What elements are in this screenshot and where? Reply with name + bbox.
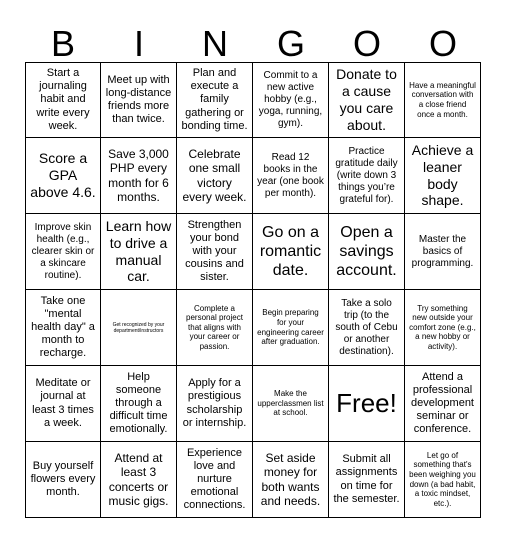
bingo-header [25,24,481,64]
bingo-cell: Help someone through a difficult time emotionally. [101,366,177,442]
header-letter-i: I [133,23,144,64]
bingo-cell: Get recognized by your department/instructors [101,290,177,366]
bingo-cell: Experience love and nurture emotional connections. [177,442,253,518]
bingo-cell: Make the upperclassmen list at school. [253,366,329,442]
bingo-cell: Strengthen your bond with your cousins and sister. [177,214,253,290]
bingo-cell: Buy yourself flowers every month. [25,442,101,518]
bingo-cell: Attend a professional development seminar or conference. [405,366,481,442]
bingo-cell: Apply for a prestigious scholarship or internship. [177,366,253,442]
header-letter-b: B [50,23,75,64]
bingo-cell: Celebrate one small victory every week. [177,138,253,214]
bingo-cell: Plan and execute a family gathering or bonding time. [177,62,253,138]
header-letter-n: N [202,23,228,64]
bingo-cell: Have a meaningful conversation with a close friend once a month. [405,62,481,138]
bingo-cell: Start a journaling habit and write every week. [25,62,101,138]
bingo-cell: Begin preparing for your engineering career after graduation. [253,290,329,366]
bingo-cell: Take one "mental health day" a month to recharge. [25,290,101,366]
header-letter-g: G [276,23,305,64]
bingo-cell: Score a GPA above 4.6. [25,138,101,214]
bingo-cell: Set aside money for both wants and needs. [253,442,329,518]
header-letter-o-second: O [428,23,457,64]
bingo-grid [25,62,481,518]
bingo-cell: Submit all assignments on time for the semester. [329,442,405,518]
bingo-cell: Meditate or journal at least 3 times a week. [25,366,101,442]
free-space: Free! [329,366,405,442]
bingo-cell: Let go of something that's been weighing you down (a bad habit, a toxic mindset, etc.). [405,442,481,518]
bingo-cell: Complete a personal project that aligns with your career or passion. [177,290,253,366]
bingo-cell: Master the basics of programming. [405,214,481,290]
bingo-cell: Try something new outside your comfort zone (e.g., a new hobby or activity). [405,290,481,366]
bingo-cell: Go on a romantic date. [253,214,329,290]
bingo-cell: Practice gratitude daily (write down 3 things you’re grateful for). [329,138,405,214]
bingo-cell: Open a savings account. [329,214,405,290]
header-letter-o: O [352,23,381,64]
bingo-cell: Improve skin health (e.g., clearer skin or a skincare routine). [25,214,101,290]
bingo-cell: Donate to a cause you care about. [329,62,405,138]
bingo-cell: Attend at least 3 concerts or music gigs. [101,442,177,518]
bingo-cell: Take a solo trip (to the south of Cebu or another destination). [329,290,405,366]
bingo-cell: Meet up with long-distance friends more than twice. [101,62,177,138]
bingo-cell: Save 3,000 PHP every month for 6 months. [101,138,177,214]
bingo-cell: Read 12 books in the year (one book per month). [253,138,329,214]
bingo-cell: Commit to a new active hobby (e.g., yoga, running, gym). [253,62,329,138]
bingo-cell: Achieve a leaner body shape. [405,138,481,214]
bingo-cell: Learn how to drive a manual car. [101,214,177,290]
